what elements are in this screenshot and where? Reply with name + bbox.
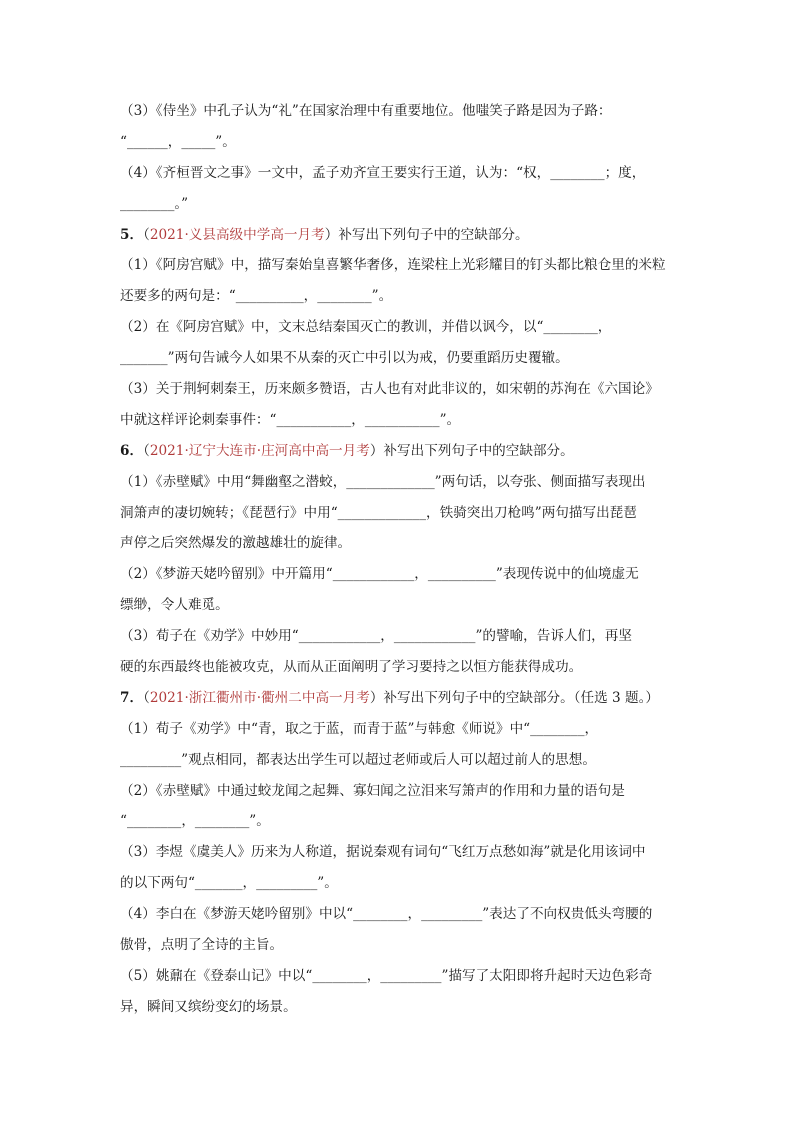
text-line: 傲骨，点明了全诗的主旨。 <box>120 937 284 954</box>
text-line: （1）荀子《劝学》中“青，取之于蓝，而青于蓝”与韩愈《师说》中“________， <box>120 720 599 737</box>
document-page <box>120 96 680 1023</box>
question-instruction: 补写出下列句子中的空缺部分。 <box>338 226 529 243</box>
text-line: （2）《梦游天姥吟留别》中开篇用“____________，__________”表现传说中的仙境虚无 <box>120 566 639 583</box>
text-line: （3）关于荆轲刺秦王，历来颇多赞语，古人也有对此非议的，如宋朝的苏洵在《六国论》 <box>120 381 659 398</box>
text-line: _________”观点相同，都表达出学生可以超过老师或后人可以超过前人的思想。 <box>120 751 596 768</box>
paren-open: （ <box>143 689 150 706</box>
question-number: 5． <box>120 226 144 243</box>
question-source: 2021·浙江衢州市·衢州二中高一月考 <box>149 689 370 706</box>
text-line: 声停之后突然爆发的激越雄壮的旋律。 <box>120 535 352 552</box>
question-instruction: 补写出下列句子中的空缺部分。 <box>383 442 574 459</box>
paren-open: （ <box>143 226 150 243</box>
text-line: （2）在《阿房宫赋》中，文末总结秦国灭亡的教训，并借以讽今，以“________， <box>120 319 612 336</box>
paren-close: ） <box>369 442 384 459</box>
text-line: （3）李煜《虞美人》历来为人称道，据说秦观有词句“飞红万点愁如海”就是化用该词中 <box>120 844 646 861</box>
question-source: 2021·辽宁大连市·庄河高中高一月考 <box>149 442 370 459</box>
question-instruction: 补写出下列句子中的空缺部分。（任选 3 题。） <box>383 689 659 706</box>
text-line: （4）《齐桓晋文之事》一文中，孟子劝齐宣王要实行王道，认为：“权，________；度， <box>120 164 646 181</box>
text-line: （5）姚鼐在《登泰山记》中以“________，_________”描写了太阳即将升起时天边色彩奇 <box>120 967 653 984</box>
text-line: _______”两句告诫今人如果不从秦的灭亡中引以为戒，仍要重蹈历史覆辙。 <box>120 350 569 367</box>
paren-open: （ <box>143 442 150 459</box>
question-7-heading <box>120 683 680 714</box>
text-line: 硬的东西最终也能被攻克，从而从正面阐明了学习要持之以恒方能获得成功。 <box>120 659 583 676</box>
question-source: 2021·义县高级中学高一月考 <box>149 226 325 243</box>
paren-close: ） <box>369 689 384 706</box>
question-6-heading <box>120 436 680 467</box>
text-line: （2）《赤壁赋》中通过蛟龙闻之起舞、寡妇闻之泣泪来写箫声的作用和力量的语句是 <box>120 782 625 799</box>
question-number: 6． <box>120 442 144 459</box>
text-line: 洞箫声的凄切婉转；《琵琶行》中用“_____________，铁骑突出刀枪鸣”两句描写出琵琶 <box>120 504 637 521</box>
question-number: 7． <box>120 689 144 706</box>
question-5-heading <box>120 220 680 251</box>
text-line: “________，________”。 <box>120 813 270 830</box>
text-line: 的以下两句“_______，_________”。 <box>120 875 338 892</box>
text-line: 缥缈，令人难觅。 <box>120 597 229 614</box>
text-line: 异，瞬间又缤纷变幻的场景。 <box>120 998 297 1015</box>
text-line: （1）《阿房宫赋》中，描写秦始皇喜繁华奢侈，连梁柱上光彩耀目的钉头都比粮仓里的米粒 <box>120 257 666 274</box>
text-line: 中就这样评论刺秦事件：“___________，___________”。 <box>120 411 461 428</box>
text-line: ________。” <box>120 195 189 212</box>
text-line: 还要多的两句是：“__________，________”。 <box>120 288 393 305</box>
text-line: “______，_____”。 <box>120 133 236 150</box>
text-line: （3）《侍坐》中孔子认为“礼”在国家治理中有重要地位。他嗤笑子路是因为子路： <box>120 103 612 119</box>
text-line: （3）荀子在《劝学》中妙用“____________，____________”的譬喻，告诉人们，再坚 <box>120 628 632 645</box>
text-line: （4）李白在《梦游天姥吟留别》中以“________，_________”表达了不向权贵低头弯腰的 <box>120 906 653 923</box>
text-line: （1）《赤壁赋》中用“舞幽壑之潜蛟，_____________”两句话，以夸张、侧面描写表现出 <box>120 473 646 490</box>
paren-close: ） <box>324 226 339 243</box>
